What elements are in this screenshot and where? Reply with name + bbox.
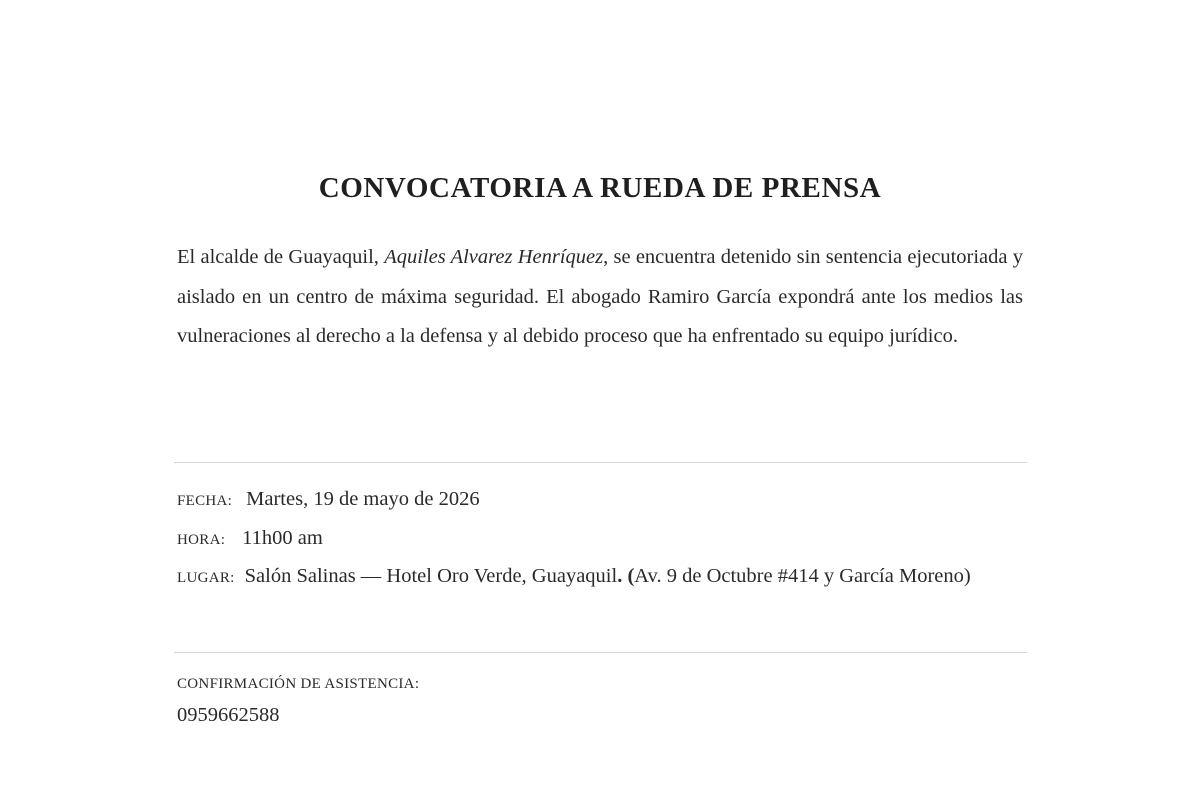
divider-top — [174, 462, 1027, 463]
intro-paragraph — [177, 238, 1023, 357]
date-label: FECHA: — [177, 493, 233, 509]
divider-bottom — [174, 652, 1027, 653]
rsvp-label: CONFIRMACIÓN DE ASISTENCIA: — [177, 676, 420, 692]
venue-row — [177, 563, 1023, 592]
time-label: HORA: — [177, 532, 226, 548]
document-title: CONVOCATORIA A RUEDA DE PRENSA — [318, 172, 882, 204]
time-value: 11h00 am — [242, 527, 323, 549]
venue-address: Av. 9 de Octubre #414 y García Moreno) — [634, 565, 971, 587]
time-row — [177, 525, 1023, 554]
rsvp-phone: 0959662588 — [177, 704, 280, 726]
mayor-name: Aquiles Alvarez Henríquez — [384, 246, 604, 268]
date-row — [177, 486, 1023, 515]
venue-value: Salón Salinas — Hotel Oro Verde, Guayaquil — [244, 565, 618, 587]
venue-separator: . ( — [617, 565, 635, 587]
venue-label: LUGAR: — [177, 570, 235, 586]
intro-text-start: El alcalde de Guayaquil, — [177, 246, 385, 268]
intro-text-rest: , se encuentra detenido sin sentencia ejecutoriada y aislado en un centro de máxima seguridad. El abogado Ramiro García expondrá ante los medios las vulneraciones al derecho a la defensa y al debido proceso que ha enfrentado su equipo jurídico. — [177, 246, 1024, 347]
date-value: Martes, 19 de mayo de 2026 — [246, 488, 480, 510]
